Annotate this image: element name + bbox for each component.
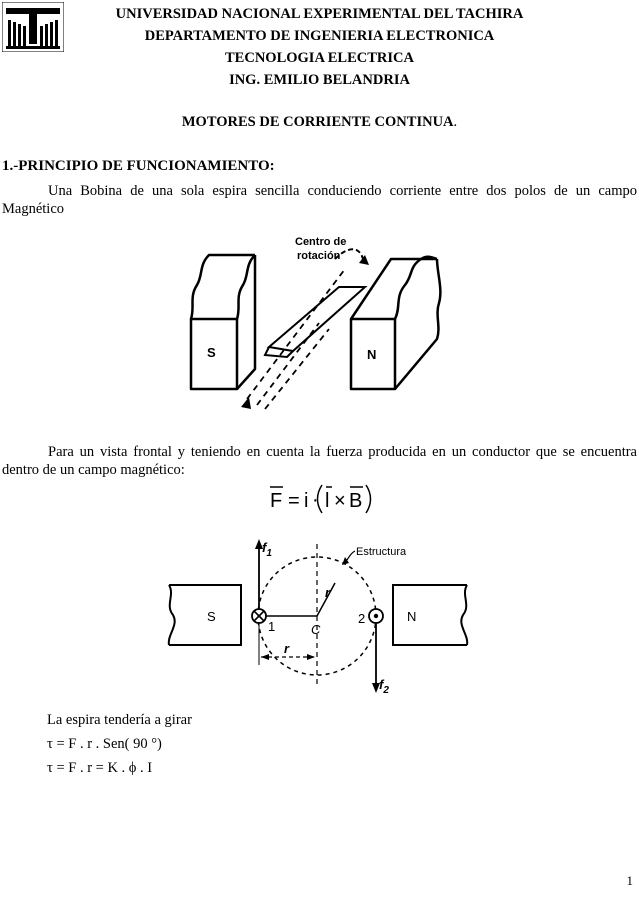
force-f1-subscript: 1 <box>266 548 272 559</box>
formula-field: B <box>349 490 363 512</box>
frontal-pole-s-label: S <box>207 609 216 624</box>
header-department: DEPARTAMENTO DE INGENIERIA ELECTRONICA <box>144 28 495 44</box>
paragraph-intro: Una Bobina de una sola espira sencilla conduciendo corriente entre dos polos de un campo Magnético <box>2 183 637 217</box>
force-f2-subscript: 2 <box>383 685 389 696</box>
rotation-center-label-2: rotación <box>297 250 341 262</box>
frontal-pole-n-label: N <box>407 609 417 624</box>
page-title-period: . <box>453 114 458 130</box>
formula-force: F <box>270 490 283 512</box>
center-c-label: C <box>311 622 321 637</box>
header-course: TECNOLOGIA ELECTRICA <box>225 50 414 66</box>
pole-s-label: S <box>207 345 216 360</box>
section-heading: 1.-PRINCIPIO DE FUNCIONAMIENTO: <box>2 158 275 174</box>
formula-dot: · <box>312 489 319 511</box>
conclusion-text: La espira tendería a girar <box>47 712 192 728</box>
torque-equation-2: τ = F . r = K . ϕ . I <box>47 760 153 776</box>
radius-label: r <box>325 585 331 600</box>
torque-equation-1: τ = F . r . Sen( 90 °) <box>47 736 162 752</box>
figure-coil-between-poles <box>169 219 470 417</box>
formula-equals: = <box>288 490 300 512</box>
formula-cross: × <box>334 490 346 512</box>
formula-current: i <box>304 490 309 512</box>
header-university: UNIVERSIDAD NACIONAL EXPERIMENTAL DEL TACHIRA <box>115 6 524 22</box>
structure-label: Estructura <box>356 546 407 558</box>
pole-n-label: N <box>367 347 377 362</box>
page-title-text: MOTORES DE CORRIENTE CONTINUA <box>181 114 454 130</box>
page-title <box>0 114 639 131</box>
page-number: 1 <box>626 873 633 888</box>
conductor-2-label: 2 <box>358 611 366 626</box>
force-f1-letter: f <box>262 540 267 555</box>
formula-length: l <box>325 490 330 512</box>
header-author: ING. EMILIO BELANDRIA <box>229 72 410 88</box>
radius-dimension-label: r <box>284 641 290 656</box>
paragraph-frontal-view: Para un vista frontal y teniendo en cuenta la fuerza producida en un conductor que se encuentra dentro de un campo magnético: <box>2 444 637 478</box>
figure-frontal-view <box>149 519 490 709</box>
conductor-1-label: 1 <box>268 619 276 634</box>
force-formula <box>268 480 378 516</box>
rotation-center-label: Centro de <box>295 236 347 248</box>
force-f2-letter: f <box>379 677 384 692</box>
